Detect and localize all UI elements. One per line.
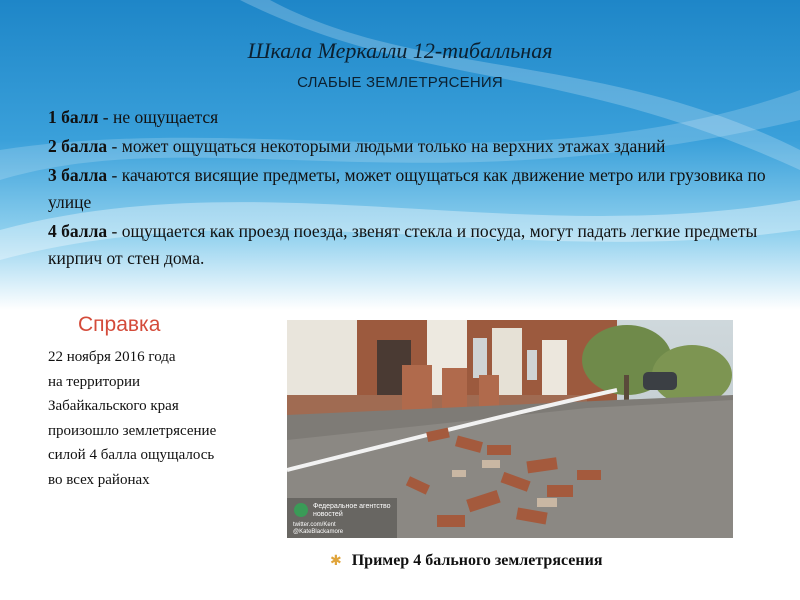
reference-text bbox=[48, 345, 288, 492]
scale-point-4 bbox=[48, 218, 768, 272]
star-bullet-icon: ✱ bbox=[330, 554, 342, 569]
scale-points-list bbox=[48, 104, 768, 274]
reference-line: 22 ноября 2016 года bbox=[48, 349, 176, 365]
photo-caption bbox=[330, 552, 602, 570]
scale-level: 4 балла bbox=[48, 221, 108, 241]
watermark-twitter: twitter.com/Kent bbox=[293, 522, 336, 528]
scale-description: - качаются висящие предметы, может ощущаться как движение метро или грузовика по улице bbox=[48, 165, 766, 212]
scale-description: - ощущается как проезд поезда, звенят стекла и посуда, могут падать легкие предметы кирпич от стен дома. bbox=[48, 221, 758, 268]
scale-level: 1 балл bbox=[48, 107, 99, 127]
watermark-agency-sub: новостей bbox=[313, 511, 343, 518]
scale-point-1 bbox=[48, 104, 768, 131]
scale-level: 3 балла bbox=[48, 165, 108, 185]
earthquake-damage-photo bbox=[287, 320, 733, 538]
reference-line: Забайкальского края bbox=[48, 398, 179, 414]
agency-logo-icon bbox=[294, 503, 308, 517]
reference-line: во всех районах bbox=[48, 471, 150, 488]
reference-line: силой 4 балла ощущалось bbox=[48, 447, 215, 463]
page-title: Шкала Меркалли 12-тибалльная bbox=[247, 38, 553, 63]
reference-title: Справка bbox=[78, 313, 161, 336]
reference-line: произошло землетрясение bbox=[48, 422, 217, 439]
reference-line: на территории bbox=[48, 373, 141, 390]
scale-point-2 bbox=[48, 133, 768, 160]
watermark-agency: Федеральное агентство bbox=[313, 503, 391, 510]
street-scene-illustration bbox=[287, 320, 733, 538]
scale-description: - не ощущается bbox=[98, 107, 219, 127]
scale-description: - может ощущаться некоторыми людьми только на верхних этажах зданий bbox=[107, 136, 666, 156]
watermark-author: @KateBlackamore bbox=[293, 529, 344, 535]
page-subtitle: СЛАБЫЕ ЗЕМЛЕТРЯСЕНИЯ bbox=[297, 74, 503, 91]
scale-level: 2 балла bbox=[48, 136, 108, 156]
scale-point-3 bbox=[48, 162, 768, 216]
photo-caption-text: Пример 4 бального землетрясения bbox=[351, 552, 603, 569]
